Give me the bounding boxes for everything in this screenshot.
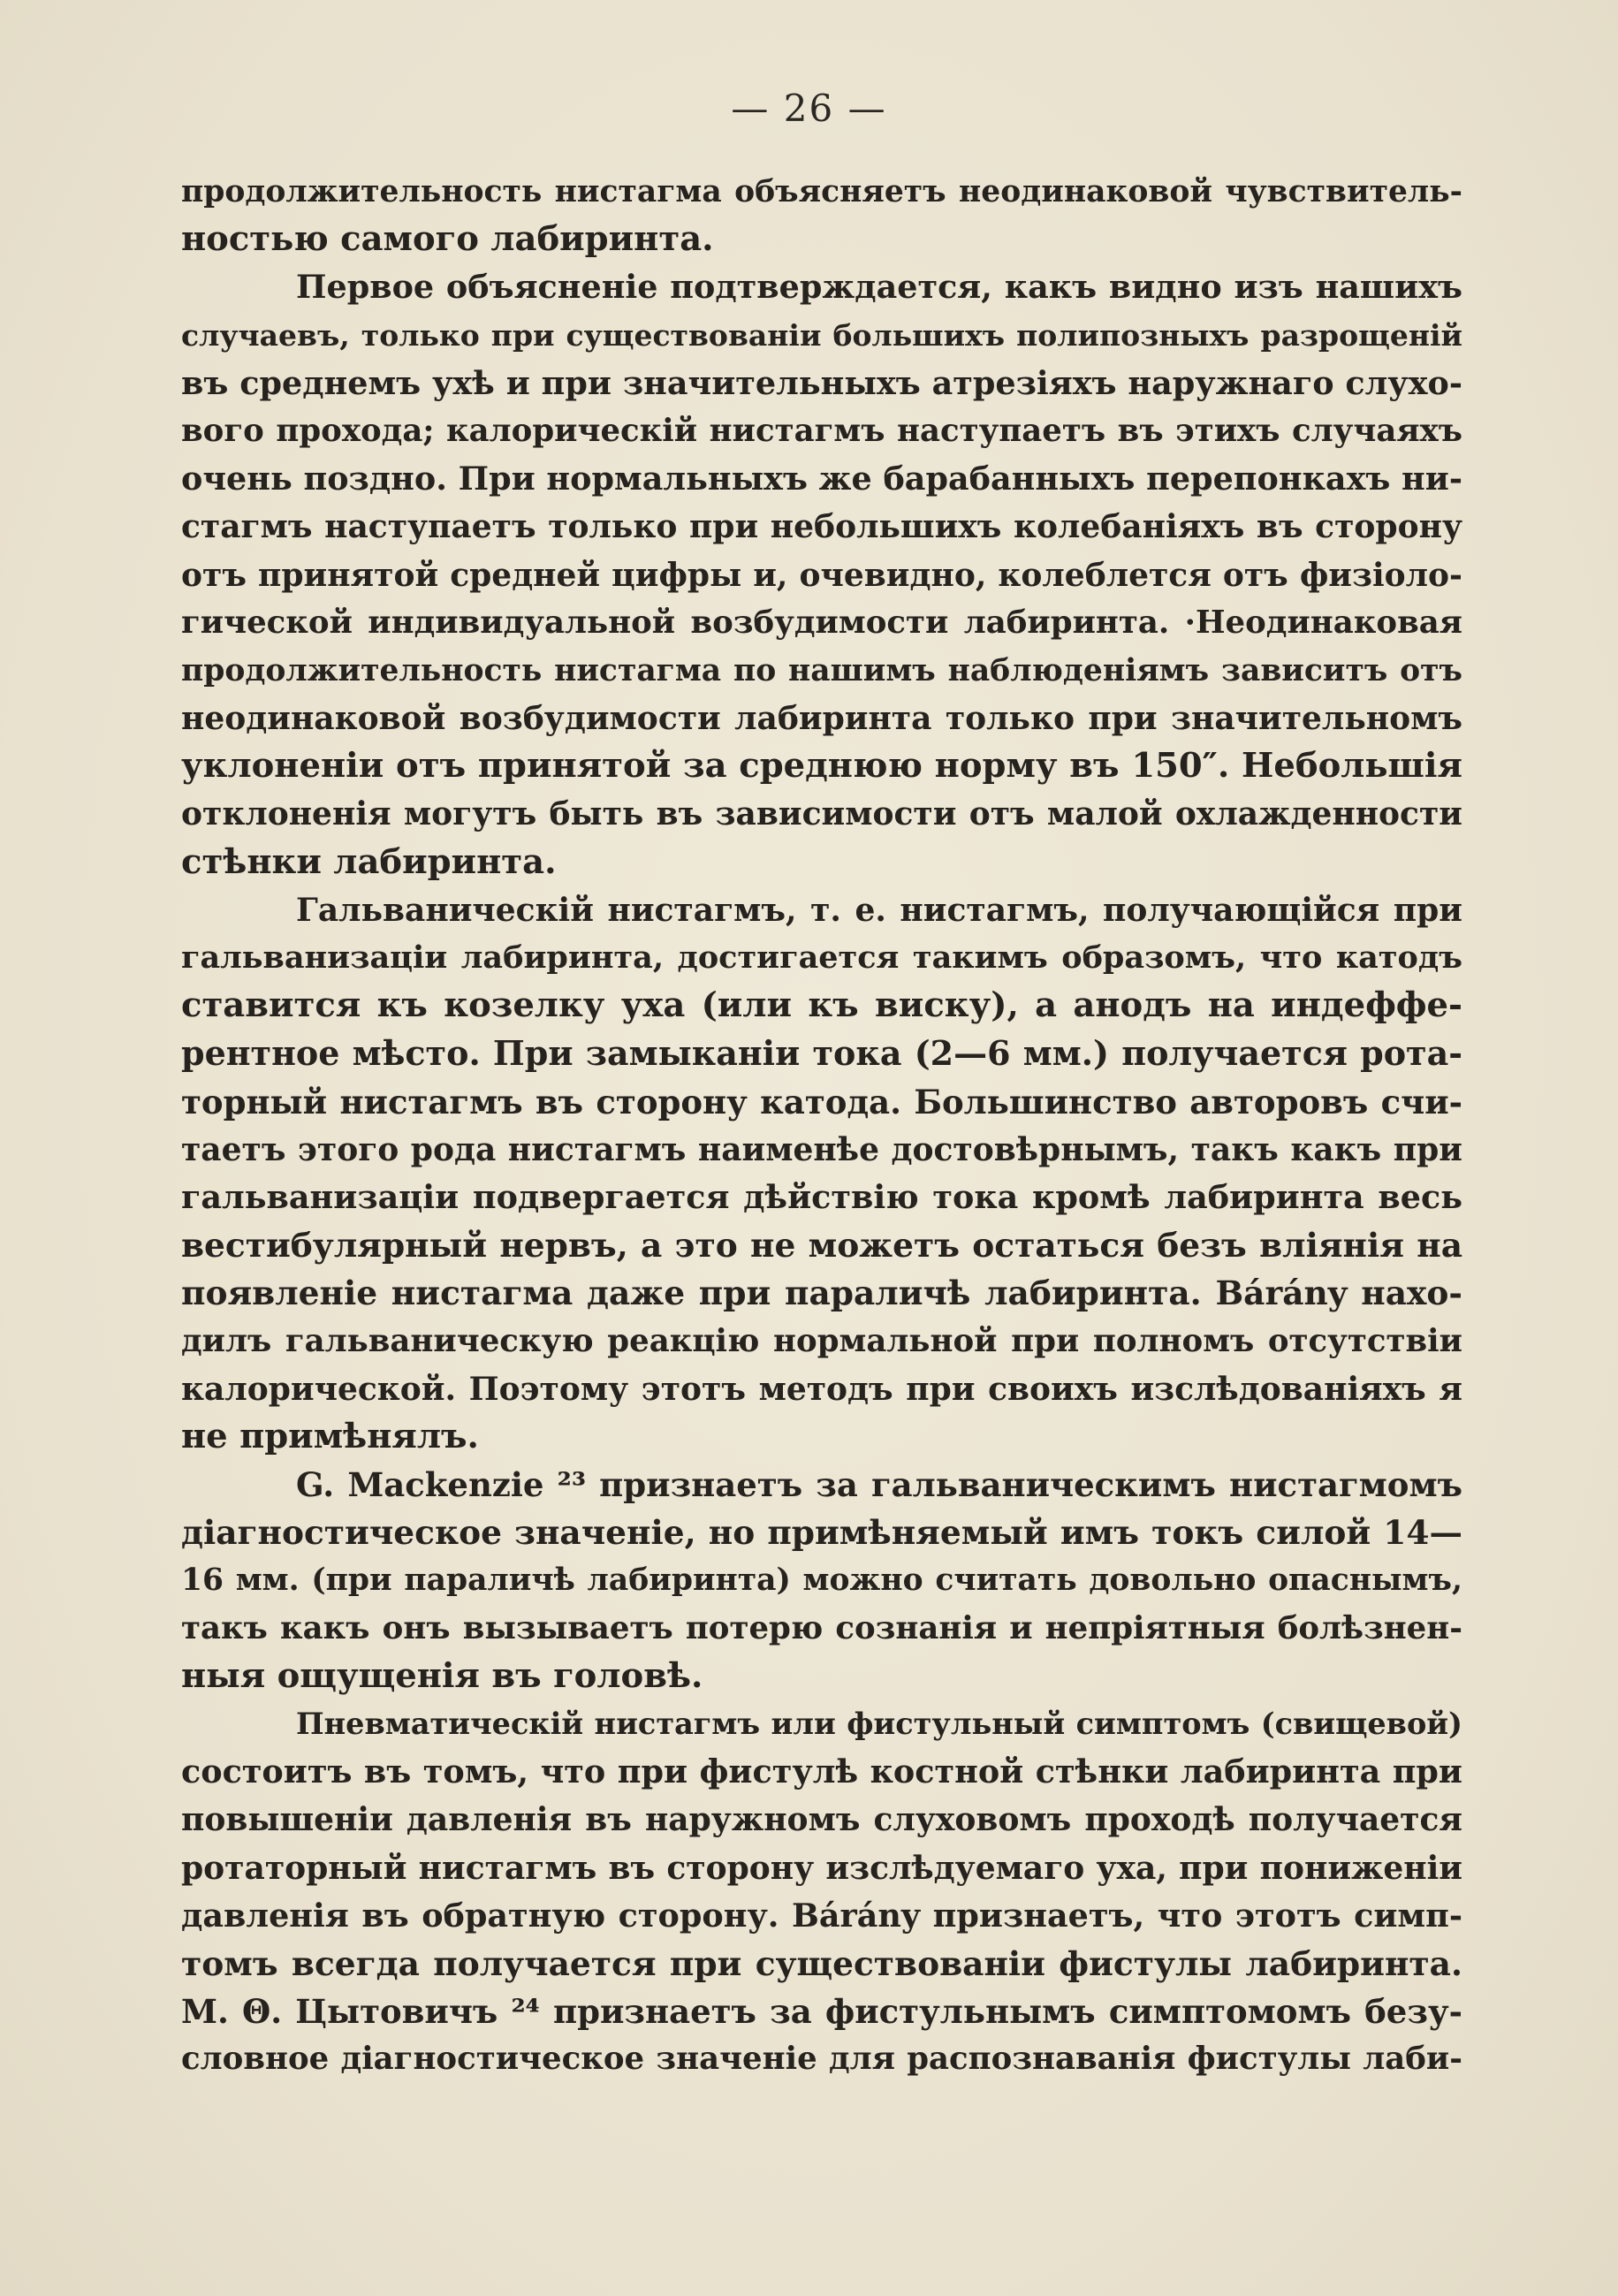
text-line: продолжительность нистагма объясняетъ неодинаковой чувствитель- <box>181 174 1462 209</box>
text-line: продолжительность нистагма по нашимъ наблюденіямъ зависитъ отъ <box>181 652 1462 688</box>
text-line: такъ какъ онъ вызываетъ потерю сознанія и непріятныя болѣзнен- <box>181 1609 1462 1646</box>
text-line: въ среднемъ ухѣ и при значительныхъ атрезіяхъ наружнаго слухо- <box>181 363 1462 402</box>
body-text <box>181 168 1462 2084</box>
text-line: 16 мм. (при параличѣ лабиринта) можно считать довольно опаснымъ, <box>181 1562 1462 1599</box>
text-line: ставится къ козелку уха (или къ виску), а анодъ на индеффе- <box>181 985 1462 1026</box>
text-line: рентное мѣсто. При замыканіи тока (2—6 мм.) получается рота- <box>181 1033 1462 1074</box>
text-line: ностью самого лабиринта. <box>181 219 714 260</box>
text-line: ныя ощущенія въ головѣ. <box>181 1655 703 1696</box>
text-line: ротаторный нистагмъ въ сторону изслѣдуемаго уха, при пониженіи <box>181 1849 1462 1887</box>
text-line: Первое объясненіе подтверждается, какъ видно изъ нашихъ <box>296 268 1462 307</box>
text-line: G. Mackenzie ²³ признаетъ за гальваническимъ нистагмомъ <box>296 1465 1462 1505</box>
text-line: давленія въ обратную сторону. Bárány признаетъ, что этотъ симп- <box>181 1896 1462 1935</box>
text-line: вестибулярный нервъ, а это не можетъ остаться безъ вліянія на <box>181 1226 1462 1266</box>
text-line: дилъ гальваническую реакцію нормальной при полномъ отсутствіи <box>181 1322 1462 1359</box>
text-line: торный нистагмъ въ сторону катода. Большинство авторовъ счи- <box>181 1082 1462 1121</box>
page-number: — 26 — <box>731 87 887 130</box>
text-line: Гальваническій нистагмъ, т. е. нистагмъ, получающійся при <box>296 891 1462 929</box>
text-line: уклоненіи отъ принятой за среднюю норму въ 150″. Небольшія <box>181 746 1462 787</box>
text-line: неодинаковой возбудимости лабиринта только при значительномъ <box>181 700 1462 738</box>
text-line: Пневматическій нистагмъ или фистульный симптомъ (свищевой) <box>296 1707 1462 1741</box>
text-line: гальванизаціи подвергается дѣйствію тока кромѣ лабиринта весь <box>181 1177 1462 1216</box>
text-line: стѣнки лабиринта. <box>181 841 557 882</box>
text-line: калорической. Поэтому этотъ методъ при своихъ изслѣдованіяхъ я <box>181 1370 1462 1408</box>
text-line: очень поздно. При нормальныхъ же барабанныхъ перепонкахъ ни- <box>181 460 1462 498</box>
text-line: М. Θ. Цытовичъ ²⁴ признаетъ за фистульнымъ симптомомъ безу- <box>181 1992 1462 2032</box>
text-line: случаевъ, только при существованіи большихъ полипозныхъ разрощеній <box>181 317 1462 353</box>
text-line: повышеніи давленія въ наружномъ слуховомъ проходѣ получается <box>181 1801 1462 1839</box>
text-line: появленіе нистагма даже при параличѣ лабиринта. Bárány нахо- <box>181 1273 1462 1313</box>
text-line: словное діагностическое значеніе для распознаванія фистулы лаби- <box>181 2041 1462 2078</box>
text-line: стагмъ наступаетъ только при небольшихъ колебаніяхъ въ сторону <box>181 508 1462 546</box>
text-line: томъ всегда получается при существованіи фистулы лабиринта. <box>181 1943 1462 1983</box>
text-line: гальванизаціи лабиринта, достигается такимъ образомъ, что катодъ <box>181 939 1462 976</box>
text-line: діагностическое значеніе, но примѣняемый имъ токъ силой 14— <box>181 1513 1462 1553</box>
text-line: отъ принятой средней цифры и, очевидно, колеблется отъ физіоло- <box>181 556 1462 594</box>
text-line: не примѣнялъ. <box>181 1416 479 1456</box>
text-line: вого прохода; калорическій нистагмъ наступаетъ въ этихъ случаяхъ <box>181 412 1462 449</box>
text-line: гической индивидуальной возбудимости лабиринта. ·Неодинаковая <box>181 604 1462 641</box>
text-line: таетъ этого рода нистагмъ наименѣе достовѣрнымъ, такъ какъ при <box>181 1130 1462 1168</box>
text-line: состоитъ въ томъ, что при фистулѣ костной стѣнки лабиринта при <box>181 1752 1462 1791</box>
text-line: отклоненія могутъ быть въ зависимости отъ малой охлажденности <box>181 795 1462 833</box>
